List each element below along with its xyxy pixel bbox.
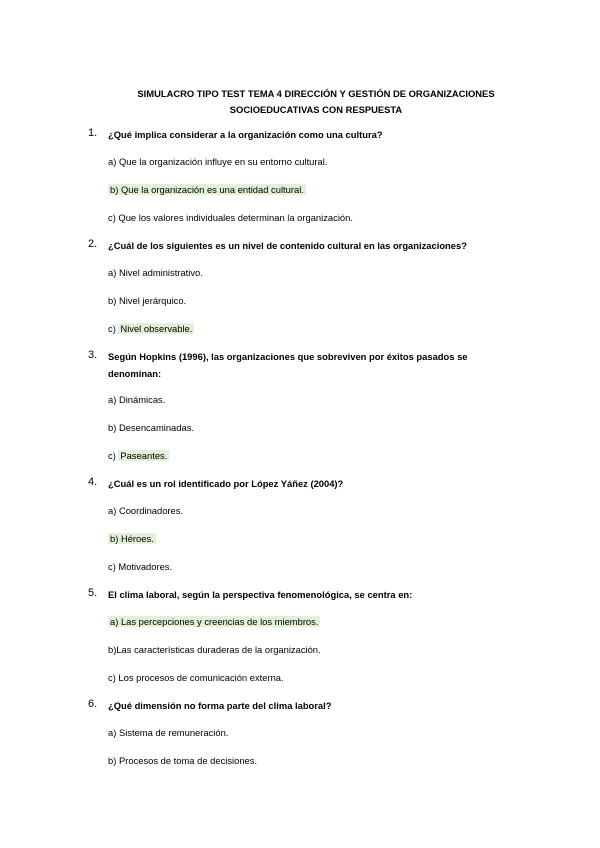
question-1-option-a — [108, 155, 327, 168]
option-text: Héroes. — [120, 533, 154, 544]
option-text: Nivel jerárquico. — [118, 295, 187, 306]
option-text: Las percepciones y creencias de los miembros. — [120, 616, 319, 627]
correct-answer-highlight — [108, 616, 320, 627]
option-prefix: c) — [108, 323, 116, 334]
question-2-text: ¿Cuál de los siguientes es un nivel de contenido cultural en las organizaciones? — [108, 240, 467, 251]
option-text: Las características duraderas de la organización. — [116, 644, 321, 655]
option-text: Sistema de remuneración. — [118, 727, 229, 738]
question-2-option-c-correct — [108, 322, 194, 335]
option-prefix: c) — [108, 212, 116, 223]
option-text: Desencaminadas. — [118, 422, 194, 433]
option-prefix: c) — [108, 672, 116, 683]
option-text: Nivel observable. — [120, 323, 193, 334]
correct-answer-highlight — [118, 450, 169, 461]
option-text: Motivadores. — [118, 561, 173, 572]
option-text: Dinámicas. — [118, 394, 166, 405]
option-prefix: b) — [108, 295, 117, 306]
question-6-option-a — [108, 726, 228, 739]
question-5-option-c — [108, 671, 284, 684]
document-title-line-2: SOCIOEDUCATIVAS CON RESPUESTA — [229, 104, 403, 115]
question-2-option-b — [108, 294, 186, 307]
correct-answer-highlight — [108, 533, 156, 544]
option-prefix: a) — [110, 616, 119, 627]
question-1-option-c — [108, 211, 353, 224]
option-text: Procesos de toma de decisiones. — [118, 755, 258, 766]
option-prefix: a) — [108, 394, 117, 405]
question-4-option-a — [108, 504, 183, 517]
question-2-number: 2. — [88, 238, 98, 250]
question-3-text: Según Hopkins (1996), las organizaciones que sobreviven por éxitos pasados se denominan: — [108, 351, 468, 379]
question-6-option-b — [108, 754, 257, 767]
option-prefix: c) — [108, 450, 116, 461]
option-text: Que la organización es una entidad cultural. — [120, 184, 304, 195]
question-5-option-b — [108, 643, 321, 656]
question-1-number: 1. — [88, 127, 98, 139]
question-1-text: ¿Qué implica considerar a la organización como una cultura? — [108, 129, 383, 140]
option-text: Que los valores individuales determinan la organización. — [118, 212, 353, 223]
option-text: Que la organización influye en su entorno cultural. — [118, 156, 328, 167]
question-4-option-b-correct — [108, 532, 156, 545]
option-prefix: a) — [108, 727, 117, 738]
correct-answer-highlight — [118, 323, 194, 334]
question-4-text: ¿Cuál es un rol identificado por López Yáñez (2004)? — [108, 478, 344, 489]
option-text: Nivel administrativo. — [118, 267, 203, 278]
option-prefix: a) — [108, 156, 117, 167]
question-5-text: El clima laboral, según la perspectiva fenomenológica, se centra en: — [108, 589, 413, 600]
question-6-number: 6. — [88, 698, 98, 710]
question-4-number: 4. — [88, 476, 98, 488]
document-title — [100, 86, 532, 118]
document-title-line-1: SIMULACRO TIPO TEST TEMA 4 DIRECCIÓN Y GESTIÓN DE ORGANIZACIONES — [137, 88, 495, 99]
question-3-option-a — [108, 393, 165, 406]
question-6-text: ¿Qué dimensión no forma parte del clima laboral? — [108, 700, 332, 711]
question-3-option-b — [108, 421, 194, 434]
question-5-option-a-correct — [108, 615, 320, 628]
question-2-option-a — [108, 266, 203, 279]
option-text: Coordinadores. — [118, 505, 184, 516]
option-prefix: b) — [110, 533, 119, 544]
option-prefix: c) — [108, 561, 116, 572]
option-text: Paseantes. — [120, 450, 168, 461]
correct-answer-highlight — [108, 184, 306, 195]
option-prefix: b) — [108, 422, 117, 433]
option-prefix: a) — [108, 505, 117, 516]
question-1-option-b-correct — [108, 183, 306, 196]
option-text: Los procesos de comunicación externa. — [118, 672, 284, 683]
option-prefix: b) — [108, 644, 117, 655]
question-3-option-c-correct — [108, 449, 169, 462]
question-5-number: 5. — [88, 587, 98, 599]
option-prefix: b) — [108, 755, 117, 766]
question-4-option-c — [108, 560, 172, 573]
option-prefix: b) — [110, 184, 119, 195]
option-prefix: a) — [108, 267, 117, 278]
question-3-number: 3. — [88, 349, 98, 361]
